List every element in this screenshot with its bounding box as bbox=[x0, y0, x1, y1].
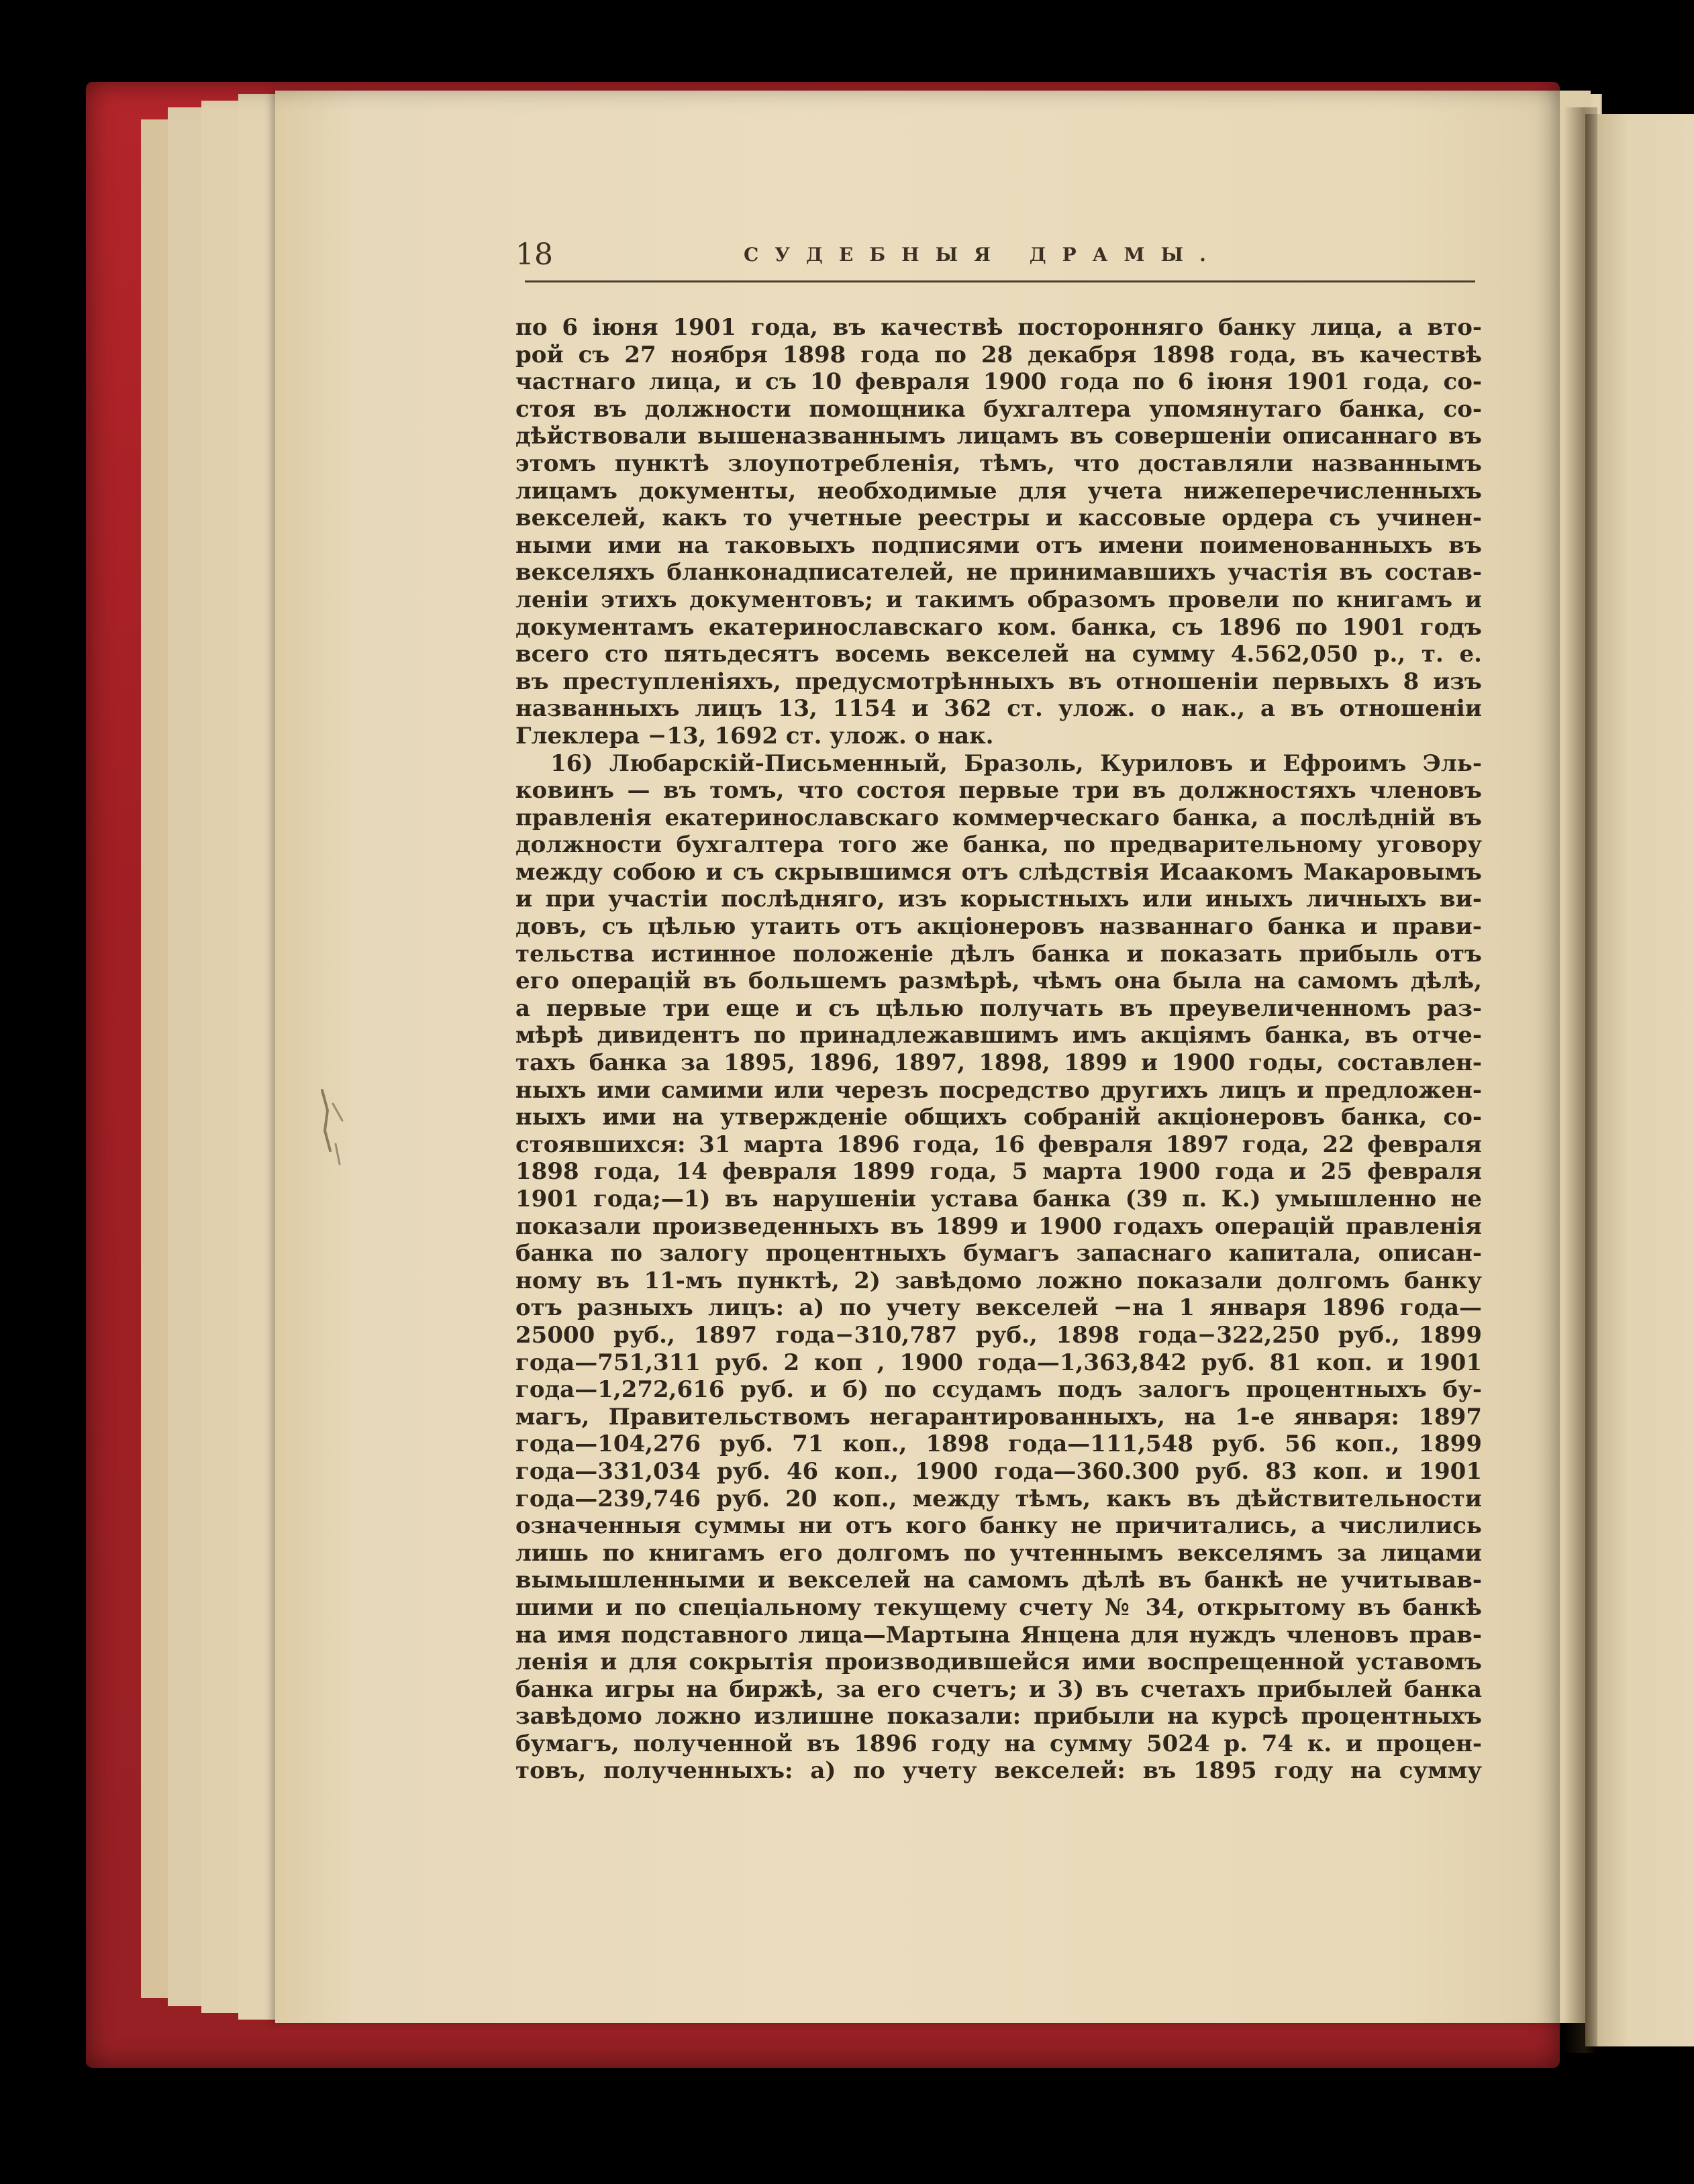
text-line: 1898 года, 14 февраля 1899 года, 5 марта 1900 года и 25 февраля bbox=[515, 1158, 1482, 1186]
text-line: года—104,276 руб. 71 коп., 1898 года—111,548 руб. 56 коп., 1899 bbox=[515, 1431, 1482, 1458]
text-line: по 6 іюня 1901 года, въ качествѣ посторонняго банку лица, а вто- bbox=[515, 314, 1482, 341]
text-line: шими и по спеціальному текущему счету № 34, открытому въ банкѣ bbox=[515, 1594, 1482, 1621]
text-line: рой съ 27 ноября 1898 года по 28 декабря 1898 года, въ качествѣ bbox=[515, 341, 1482, 368]
book-gutter bbox=[1564, 107, 1597, 2053]
text-line: его операцій въ большемъ размѣрѣ, чѣмъ она была на самомъ дѣлѣ, bbox=[515, 968, 1482, 995]
text-line: въ преступленіяхъ, предусмотрѣнныхъ въ отношеніи первыхъ 8 изъ bbox=[515, 668, 1482, 695]
text-line: ному въ 11-мъ пунктѣ, 2) завѣдомо ложно показали долгомъ банку bbox=[515, 1267, 1482, 1294]
text-line: Глеклера −13, 1692 ст. улож. о нак. bbox=[515, 722, 994, 749]
text-line: этомъ пунктѣ злоупотребленія, тѣмъ, что доставляли названнымъ bbox=[515, 450, 1482, 477]
text-line: всего сто пятьдесятъ восемь векселей на сумму 4.562,050 р., т. е. bbox=[515, 641, 1482, 668]
text-line: банка по залогу процентныхъ бумагъ запаснаго капитала, описан- bbox=[515, 1240, 1482, 1267]
text-line: леніи этихъ документовъ; и такимъ образомъ провели по книгамъ и bbox=[515, 586, 1482, 613]
text-line: 25000 руб., 1897 года−310,787 руб., 1898 года−322,250 руб., 1899 bbox=[515, 1321, 1482, 1349]
text-line: между собою и съ скрывшимся отъ слѣдствія Исаакомъ Макаровымъ bbox=[515, 858, 1482, 886]
running-head bbox=[515, 235, 1475, 282]
running-title: СУДЕБНЫЯ ДРАМЫ. bbox=[744, 244, 1222, 266]
text-line: названныхъ лицъ 13, 1154 и 362 ст. улож. о нак., а въ отношеніи bbox=[515, 695, 1482, 723]
text-line: стоявшихся: 31 марта 1896 года, 16 февраля 1897 года, 22 февраля bbox=[515, 1131, 1482, 1158]
text-line: лицамъ документы, необходимые для учета нижеперечисленныхъ bbox=[515, 477, 1482, 505]
text-line: 16) Любарскій-Письменный, Бразоль, Куриловъ и Ефроимъ Эль- bbox=[550, 749, 1482, 777]
text-line: ныхъ ими на утвержденіе общихъ собраній акціонеровъ банка, со- bbox=[515, 1104, 1482, 1131]
text-line: показали произведенныхъ въ 1899 и 1900 годахъ операцій правленія bbox=[515, 1212, 1482, 1240]
text-line: дѣйствовали вышеназваннымъ лицамъ въ совершеніи описаннаго въ bbox=[515, 423, 1482, 450]
text-line: на имя подставного лица—Мартына Янцена для нуждъ членовъ прав- bbox=[515, 1621, 1482, 1649]
body-text bbox=[515, 314, 1482, 1785]
text-line: года—331,034 руб. 46 коп., 1900 года—360.300 руб. 83 коп. и 1901 bbox=[515, 1457, 1482, 1485]
text-line: ленія и для сокрытія производившейся ими воспрещенной уставомъ bbox=[515, 1649, 1482, 1676]
header-rule bbox=[525, 280, 1475, 282]
text-line: должности бухгалтера того же банка, по предварительному уговору bbox=[515, 831, 1482, 859]
text-line: тахъ банка за 1895, 1896, 1897, 1898, 1899 и 1900 годы, составлен- bbox=[515, 1049, 1482, 1077]
text-line: и при участіи послѣдняго, изъ корыстныхъ или иныхъ личныхъ ви- bbox=[515, 886, 1482, 913]
pencil-mark-icon bbox=[315, 1084, 356, 1171]
text-line: векселей, какъ то учетные реестры и кассовые ордера съ учинен- bbox=[515, 505, 1482, 532]
text-line: 1901 года;—1) въ нарушеніи устава банка (39 п. К.) умышленно не bbox=[515, 1186, 1482, 1212]
text-line: товъ, полученныхъ: а) по учету векселей: въ 1895 году на сумму bbox=[515, 1757, 1482, 1785]
text-line: магъ, Правительствомъ негарантированныхъ, на 1-е января: 1897 bbox=[515, 1403, 1482, 1431]
text-line: векселяхъ бланконадписателей, не принимавшихъ участія въ состав- bbox=[515, 559, 1482, 586]
text-line: ными ими на таковыхъ подписями отъ имени поименованныхъ въ bbox=[515, 531, 1482, 559]
text-line: означенныя суммы ни отъ кого банку не причитались, а числились bbox=[515, 1512, 1482, 1540]
text-line: года—751,311 руб. 2 коп , 1900 года—1,363,842 руб. 81 коп. и 1901 bbox=[515, 1349, 1482, 1376]
text-line: частнаго лица, и съ 10 февраля 1900 года по 6 іюня 1901 года, со- bbox=[515, 368, 1482, 396]
text-line: мѣрѣ дивидентъ по принадлежавшимъ имъ акціямъ банка, въ отче- bbox=[515, 1022, 1482, 1049]
text-line: стоя въ должности помощника бухгалтера упомянутаго банка, со- bbox=[515, 395, 1482, 423]
text-line: тельства истинное положеніе дѣлъ банка и показать прибыль отъ bbox=[515, 940, 1482, 968]
page-number: 18 bbox=[515, 238, 553, 272]
text-line: завѣдомо ложно излишне показали: прибыли на курсѣ процентныхъ bbox=[515, 1703, 1482, 1730]
text-line: лишь по книгамъ его долгомъ по учтеннымъ векселямъ за лицами bbox=[515, 1539, 1482, 1567]
text-line: года—239,746 руб. 20 коп., между тѣмъ, какъ въ дѣйствительности bbox=[515, 1485, 1482, 1512]
text-line: а первые три еще и съ цѣлью получать въ преувеличенномъ раз- bbox=[515, 994, 1482, 1022]
facing-page-edge bbox=[1585, 114, 1694, 2046]
text-line: бумагъ, полученной въ 1896 году на сумму 5024 р. 74 к. и процен- bbox=[515, 1730, 1482, 1757]
text-line: ныхъ ими самими или черезъ посредство другихъ лицъ и предложен- bbox=[515, 1076, 1482, 1104]
text-line: документамъ екатеринославскаго ком. банка, съ 1896 по 1901 годъ bbox=[515, 613, 1482, 641]
text-line: ковинъ — въ томъ, что состоя первые три въ должностяхъ членовъ bbox=[515, 777, 1482, 804]
text-line: довъ, съ цѣлью утаить отъ акціонеровъ названнаго банка и прави- bbox=[515, 913, 1482, 941]
text-line: правленія екатеринославскаго коммерческаго банка, а послѣдній въ bbox=[515, 804, 1482, 831]
text-line: банка игры на биржѣ, за его счетъ; и 3) въ счетахъ прибылей банка bbox=[515, 1675, 1482, 1703]
text-line: года—1,272,616 руб. и б) по ссудамъ подъ залогъ процентныхъ бу- bbox=[515, 1376, 1482, 1404]
text-line: вымышленными и векселей на самомъ дѣлѣ въ банкѣ не учитывав- bbox=[515, 1567, 1482, 1594]
text-line: отъ разныхъ лицъ: а) по учету векселей −на 1 января 1896 года— bbox=[515, 1294, 1482, 1322]
